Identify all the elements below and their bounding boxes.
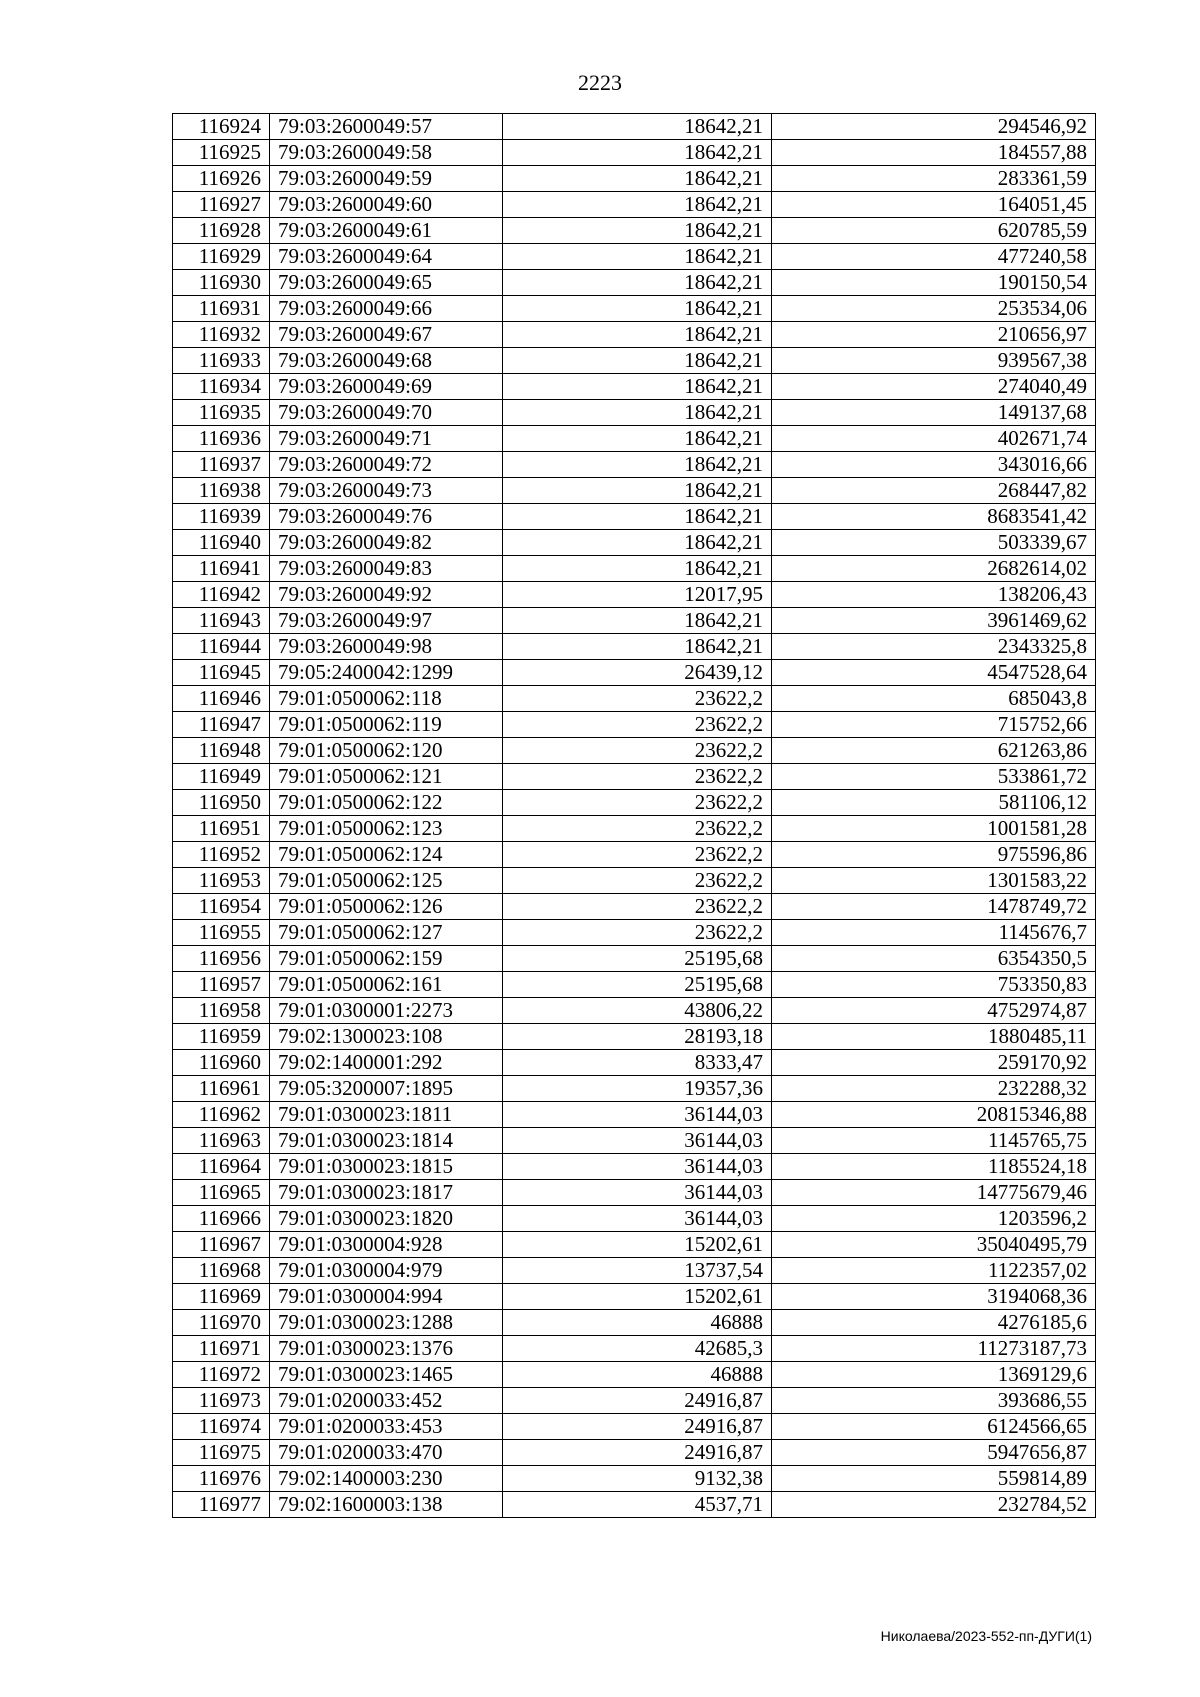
table-row [173, 1440, 1096, 1466]
cadastral-number-cell: 79:01:0200033:453 [270, 1414, 503, 1440]
row-number-cell: 116940 [173, 530, 270, 556]
specific-value-cell: 18642,21 [503, 556, 772, 582]
cadastral-number-cell: 79:03:2600049:70 [270, 400, 503, 426]
row-number-cell: 116942 [173, 582, 270, 608]
table-row [173, 296, 1096, 322]
cadastral-value-cell: 14775679,46 [772, 1180, 1096, 1206]
cadastral-number-cell: 79:02:1400003:230 [270, 1466, 503, 1492]
table-row [173, 920, 1096, 946]
row-number-cell: 116944 [173, 634, 270, 660]
cadastral-value-cell: 393686,55 [772, 1388, 1096, 1414]
cadastral-number-cell: 79:03:2600049:76 [270, 504, 503, 530]
cadastral-number-cell: 79:03:2600049:57 [270, 114, 503, 140]
cadastral-number-cell: 79:01:0200033:470 [270, 1440, 503, 1466]
cadastral-value-cell: 149137,68 [772, 400, 1096, 426]
cadastral-value-cell: 210656,97 [772, 322, 1096, 348]
cadastral-number-cell: 79:03:2600049:83 [270, 556, 503, 582]
cadastral-number-cell: 79:01:0500062:127 [270, 920, 503, 946]
table-row [173, 1050, 1096, 1076]
cadastral-number-cell: 79:03:2600049:98 [270, 634, 503, 660]
specific-value-cell: 18642,21 [503, 530, 772, 556]
document-footer-code: Николаева/2023-552-пп-ДУГИ(1) [880, 1628, 1092, 1644]
table-row [173, 1492, 1096, 1518]
row-number-cell: 116948 [173, 738, 270, 764]
row-number-cell: 116951 [173, 816, 270, 842]
cadastral-value-cell: 8683541,42 [772, 504, 1096, 530]
specific-value-cell: 18642,21 [503, 244, 772, 270]
cadastral-value-cell: 1122357,02 [772, 1258, 1096, 1284]
specific-value-cell: 15202,61 [503, 1284, 772, 1310]
table-row [173, 764, 1096, 790]
table-row [173, 1076, 1096, 1102]
cadastral-value-cell: 268447,82 [772, 478, 1096, 504]
cadastral-number-cell: 79:02:1600003:138 [270, 1492, 503, 1518]
table-row [173, 894, 1096, 920]
table-row [173, 1362, 1096, 1388]
cadastral-value-cell: 685043,8 [772, 686, 1096, 712]
cadastral-value-cell: 35040495,79 [772, 1232, 1096, 1258]
specific-value-cell: 23622,2 [503, 816, 772, 842]
row-number-cell: 116936 [173, 426, 270, 452]
cadastral-number-cell: 79:01:0300023:1811 [270, 1102, 503, 1128]
table-row [173, 1310, 1096, 1336]
cadastral-number-cell: 79:01:0300023:1817 [270, 1180, 503, 1206]
specific-value-cell: 36144,03 [503, 1180, 772, 1206]
row-number-cell: 116977 [173, 1492, 270, 1518]
cadastral-value-cell: 1145765,75 [772, 1128, 1096, 1154]
specific-value-cell: 23622,2 [503, 894, 772, 920]
row-number-cell: 116972 [173, 1362, 270, 1388]
specific-value-cell: 18642,21 [503, 504, 772, 530]
row-number-cell: 116925 [173, 140, 270, 166]
specific-value-cell: 18642,21 [503, 322, 772, 348]
cadastral-number-cell: 79:03:2600049:71 [270, 426, 503, 452]
table-body [173, 114, 1096, 1518]
row-number-cell: 116969 [173, 1284, 270, 1310]
row-number-cell: 116956 [173, 946, 270, 972]
table-row [173, 1336, 1096, 1362]
cadastral-number-cell: 79:01:0500062:120 [270, 738, 503, 764]
cadastral-value-cell: 621263,86 [772, 738, 1096, 764]
cadastral-number-cell: 79:01:0300023:1376 [270, 1336, 503, 1362]
specific-value-cell: 23622,2 [503, 686, 772, 712]
cadastral-value-cell: 6354350,5 [772, 946, 1096, 972]
table-row [173, 660, 1096, 686]
specific-value-cell: 18642,21 [503, 400, 772, 426]
table-row [173, 1154, 1096, 1180]
table-row [173, 270, 1096, 296]
table-row [173, 998, 1096, 1024]
cadastral-value-cell: 3194068,36 [772, 1284, 1096, 1310]
specific-value-cell: 25195,68 [503, 972, 772, 998]
cadastral-value-cell: 4752974,87 [772, 998, 1096, 1024]
cadastral-value-cell: 232288,32 [772, 1076, 1096, 1102]
specific-value-cell: 18642,21 [503, 140, 772, 166]
cadastral-number-cell: 79:02:1400001:292 [270, 1050, 503, 1076]
row-number-cell: 116966 [173, 1206, 270, 1232]
cadastral-value-cell: 4276185,6 [772, 1310, 1096, 1336]
cadastral-number-cell: 79:01:0300004:928 [270, 1232, 503, 1258]
cadastral-number-cell: 79:03:2600049:66 [270, 296, 503, 322]
cadastral-number-cell: 79:01:0500062:161 [270, 972, 503, 998]
specific-value-cell: 15202,61 [503, 1232, 772, 1258]
specific-value-cell: 18642,21 [503, 374, 772, 400]
table-row [173, 868, 1096, 894]
table-row [173, 1258, 1096, 1284]
specific-value-cell: 19357,36 [503, 1076, 772, 1102]
specific-value-cell: 28193,18 [503, 1024, 772, 1050]
cadastral-number-cell: 79:01:0300023:1288 [270, 1310, 503, 1336]
row-number-cell: 116937 [173, 452, 270, 478]
row-number-cell: 116928 [173, 218, 270, 244]
cadastral-number-cell: 79:03:2600049:82 [270, 530, 503, 556]
table-row [173, 348, 1096, 374]
specific-value-cell: 18642,21 [503, 426, 772, 452]
row-number-cell: 116952 [173, 842, 270, 868]
cadastral-value-cell: 620785,59 [772, 218, 1096, 244]
cadastral-value-cell: 581106,12 [772, 790, 1096, 816]
cadastral-value-cell: 533861,72 [772, 764, 1096, 790]
table-row [173, 244, 1096, 270]
cadastral-number-cell: 79:01:0500062:118 [270, 686, 503, 712]
cadastral-value-cell: 343016,66 [772, 452, 1096, 478]
table-row [173, 400, 1096, 426]
row-number-cell: 116932 [173, 322, 270, 348]
row-number-cell: 116939 [173, 504, 270, 530]
cadastral-value-cell: 283361,59 [772, 166, 1096, 192]
row-number-cell: 116971 [173, 1336, 270, 1362]
table-row [173, 1180, 1096, 1206]
table-row [173, 322, 1096, 348]
specific-value-cell: 25195,68 [503, 946, 772, 972]
specific-value-cell: 12017,95 [503, 582, 772, 608]
cadastral-value-cell: 1369129,6 [772, 1362, 1096, 1388]
cadastral-value-cell: 274040,49 [772, 374, 1096, 400]
specific-value-cell: 23622,2 [503, 764, 772, 790]
table-row [173, 114, 1096, 140]
row-number-cell: 116976 [173, 1466, 270, 1492]
specific-value-cell: 23622,2 [503, 712, 772, 738]
specific-value-cell: 18642,21 [503, 114, 772, 140]
cadastral-value-cell: 1145676,7 [772, 920, 1096, 946]
specific-value-cell: 23622,2 [503, 738, 772, 764]
specific-value-cell: 26439,12 [503, 660, 772, 686]
row-number-cell: 116974 [173, 1414, 270, 1440]
cadastral-number-cell: 79:03:2600049:73 [270, 478, 503, 504]
cadastral-number-cell: 79:03:2600049:97 [270, 608, 503, 634]
cadastral-number-cell: 79:05:3200007:1895 [270, 1076, 503, 1102]
table-row [173, 608, 1096, 634]
cadastral-value-cell: 20815346,88 [772, 1102, 1096, 1128]
cadastral-number-cell: 79:01:0300004:979 [270, 1258, 503, 1284]
cadastral-value-cell: 975596,86 [772, 842, 1096, 868]
specific-value-cell: 43806,22 [503, 998, 772, 1024]
specific-value-cell: 36144,03 [503, 1206, 772, 1232]
cadastral-value-cell: 503339,67 [772, 530, 1096, 556]
table-row [173, 1024, 1096, 1050]
specific-value-cell: 9132,38 [503, 1466, 772, 1492]
specific-value-cell: 23622,2 [503, 842, 772, 868]
row-number-cell: 116938 [173, 478, 270, 504]
specific-value-cell: 18642,21 [503, 218, 772, 244]
page-number: 2223 [578, 70, 622, 95]
specific-value-cell: 18642,21 [503, 166, 772, 192]
specific-value-cell: 18642,21 [503, 608, 772, 634]
table-row [173, 426, 1096, 452]
row-number-cell: 116958 [173, 998, 270, 1024]
specific-value-cell: 8333,47 [503, 1050, 772, 1076]
row-number-cell: 116941 [173, 556, 270, 582]
row-number-cell: 116957 [173, 972, 270, 998]
cadastral-number-cell: 79:03:2600049:60 [270, 192, 503, 218]
cadastral-value-cell: 402671,74 [772, 426, 1096, 452]
cadastral-value-cell: 294546,92 [772, 114, 1096, 140]
row-number-cell: 116954 [173, 894, 270, 920]
cadastral-value-cell: 1203596,2 [772, 1206, 1096, 1232]
specific-value-cell: 18642,21 [503, 296, 772, 322]
table-row [173, 478, 1096, 504]
row-number-cell: 116968 [173, 1258, 270, 1284]
table-row [173, 1232, 1096, 1258]
table-row [173, 1206, 1096, 1232]
table-row [173, 530, 1096, 556]
cadastral-value-cell: 232784,52 [772, 1492, 1096, 1518]
row-number-cell: 116934 [173, 374, 270, 400]
specific-value-cell: 23622,2 [503, 790, 772, 816]
cadastral-value-cell: 1001581,28 [772, 816, 1096, 842]
cadastral-number-cell: 79:01:0500062:159 [270, 946, 503, 972]
table-row [173, 842, 1096, 868]
cadastral-number-cell: 79:05:2400042:1299 [270, 660, 503, 686]
row-number-cell: 116946 [173, 686, 270, 712]
cadastral-number-cell: 79:01:0500062:126 [270, 894, 503, 920]
specific-value-cell: 24916,87 [503, 1388, 772, 1414]
row-number-cell: 116950 [173, 790, 270, 816]
row-number-cell: 116929 [173, 244, 270, 270]
row-number-cell: 116964 [173, 1154, 270, 1180]
cadastral-number-cell: 79:01:0300001:2273 [270, 998, 503, 1024]
cadastral-value-cell: 184557,88 [772, 140, 1096, 166]
cadastral-number-cell: 79:01:0500062:123 [270, 816, 503, 842]
cadastral-value-cell: 715752,66 [772, 712, 1096, 738]
cadastral-value-cell: 190150,54 [772, 270, 1096, 296]
table-row [173, 946, 1096, 972]
table-row [173, 556, 1096, 582]
table-row [173, 166, 1096, 192]
cadastral-value-cell: 253534,06 [772, 296, 1096, 322]
table-row [173, 712, 1096, 738]
row-number-cell: 116973 [173, 1388, 270, 1414]
cadastral-number-cell: 79:01:0300023:1815 [270, 1154, 503, 1180]
specific-value-cell: 46888 [503, 1310, 772, 1336]
cadastral-number-cell: 79:01:0500062:119 [270, 712, 503, 738]
cadastral-value-cell: 1301583,22 [772, 868, 1096, 894]
specific-value-cell: 24916,87 [503, 1414, 772, 1440]
specific-value-cell: 36144,03 [503, 1154, 772, 1180]
cadastral-number-cell: 79:03:2600049:92 [270, 582, 503, 608]
cadastral-value-cell: 259170,92 [772, 1050, 1096, 1076]
cadastral-number-cell: 79:01:0500062:125 [270, 868, 503, 894]
table-row [173, 374, 1096, 400]
cadastral-number-cell: 79:03:2600049:72 [270, 452, 503, 478]
row-number-cell: 116943 [173, 608, 270, 634]
cadastral-value-cell: 138206,43 [772, 582, 1096, 608]
specific-value-cell: 42685,3 [503, 1336, 772, 1362]
specific-value-cell: 18642,21 [503, 348, 772, 374]
cadastral-number-cell: 79:03:2600049:59 [270, 166, 503, 192]
row-number-cell: 116926 [173, 166, 270, 192]
cadastral-value-cell: 559814,89 [772, 1466, 1096, 1492]
row-number-cell: 116975 [173, 1440, 270, 1466]
row-number-cell: 116947 [173, 712, 270, 738]
table-row [173, 738, 1096, 764]
cadastral-number-cell: 79:01:0300023:1820 [270, 1206, 503, 1232]
table-row [173, 790, 1096, 816]
row-number-cell: 116935 [173, 400, 270, 426]
specific-value-cell: 4537,71 [503, 1492, 772, 1518]
cadastral-number-cell: 79:03:2600049:68 [270, 348, 503, 374]
table-row [173, 816, 1096, 842]
table-row [173, 192, 1096, 218]
table-row [173, 504, 1096, 530]
row-number-cell: 116967 [173, 1232, 270, 1258]
specific-value-cell: 18642,21 [503, 478, 772, 504]
cadastral-value-cell: 1478749,72 [772, 894, 1096, 920]
cadastral-value-cell: 1880485,11 [772, 1024, 1096, 1050]
cadastral-value-cell: 1185524,18 [772, 1154, 1096, 1180]
specific-value-cell: 23622,2 [503, 868, 772, 894]
cadastral-number-cell: 79:01:0300023:1814 [270, 1128, 503, 1154]
cadastral-number-cell: 79:03:2600049:69 [270, 374, 503, 400]
table-row [173, 1414, 1096, 1440]
specific-value-cell: 36144,03 [503, 1102, 772, 1128]
specific-value-cell: 46888 [503, 1362, 772, 1388]
table-row [173, 1102, 1096, 1128]
specific-value-cell: 18642,21 [503, 452, 772, 478]
cadastral-value-cell: 5947656,87 [772, 1440, 1096, 1466]
cadastral-value-table [172, 113, 1096, 1518]
table-row [173, 972, 1096, 998]
row-number-cell: 116924 [173, 114, 270, 140]
specific-value-cell: 36144,03 [503, 1128, 772, 1154]
row-number-cell: 116927 [173, 192, 270, 218]
row-number-cell: 116970 [173, 1310, 270, 1336]
specific-value-cell: 18642,21 [503, 270, 772, 296]
specific-value-cell: 18642,21 [503, 192, 772, 218]
table-row [173, 686, 1096, 712]
row-number-cell: 116953 [173, 868, 270, 894]
specific-value-cell: 23622,2 [503, 920, 772, 946]
cadastral-value-cell: 3961469,62 [772, 608, 1096, 634]
cadastral-number-cell: 79:01:0300023:1465 [270, 1362, 503, 1388]
cadastral-number-cell: 79:01:0300004:994 [270, 1284, 503, 1310]
cadastral-number-cell: 79:03:2600049:64 [270, 244, 503, 270]
cadastral-value-cell: 11273187,73 [772, 1336, 1096, 1362]
specific-value-cell: 24916,87 [503, 1440, 772, 1466]
cadastral-value-cell: 4547528,64 [772, 660, 1096, 686]
row-number-cell: 116963 [173, 1128, 270, 1154]
row-number-cell: 116962 [173, 1102, 270, 1128]
row-number-cell: 116955 [173, 920, 270, 946]
row-number-cell: 116960 [173, 1050, 270, 1076]
row-number-cell: 116961 [173, 1076, 270, 1102]
table-row [173, 1466, 1096, 1492]
table-row [173, 1388, 1096, 1414]
row-number-cell: 116930 [173, 270, 270, 296]
cadastral-number-cell: 79:03:2600049:58 [270, 140, 503, 166]
cadastral-number-cell: 79:03:2600049:65 [270, 270, 503, 296]
cadastral-value-cell: 477240,58 [772, 244, 1096, 270]
table-row [173, 140, 1096, 166]
table-row [173, 218, 1096, 244]
row-number-cell: 116959 [173, 1024, 270, 1050]
row-number-cell: 116945 [173, 660, 270, 686]
row-number-cell: 116965 [173, 1180, 270, 1206]
cadastral-value-cell: 6124566,65 [772, 1414, 1096, 1440]
cadastral-number-cell: 79:02:1300023:108 [270, 1024, 503, 1050]
specific-value-cell: 13737,54 [503, 1258, 772, 1284]
table-row [173, 1128, 1096, 1154]
cadastral-value-cell: 939567,38 [772, 348, 1096, 374]
cadastral-value-cell: 164051,45 [772, 192, 1096, 218]
row-number-cell: 116933 [173, 348, 270, 374]
cadastral-number-cell: 79:01:0200033:452 [270, 1388, 503, 1414]
specific-value-cell: 18642,21 [503, 634, 772, 660]
row-number-cell: 116949 [173, 764, 270, 790]
cadastral-value-cell: 753350,83 [772, 972, 1096, 998]
table-row [173, 634, 1096, 660]
cadastral-number-cell: 79:03:2600049:61 [270, 218, 503, 244]
cadastral-number-cell: 79:01:0500062:121 [270, 764, 503, 790]
table-row [173, 1284, 1096, 1310]
table-row [173, 452, 1096, 478]
cadastral-value-cell: 2343325,8 [772, 634, 1096, 660]
cadastral-number-cell: 79:01:0500062:122 [270, 790, 503, 816]
cadastral-number-cell: 79:03:2600049:67 [270, 322, 503, 348]
cadastral-number-cell: 79:01:0500062:124 [270, 842, 503, 868]
row-number-cell: 116931 [173, 296, 270, 322]
table-row [173, 582, 1096, 608]
cadastral-value-cell: 2682614,02 [772, 556, 1096, 582]
